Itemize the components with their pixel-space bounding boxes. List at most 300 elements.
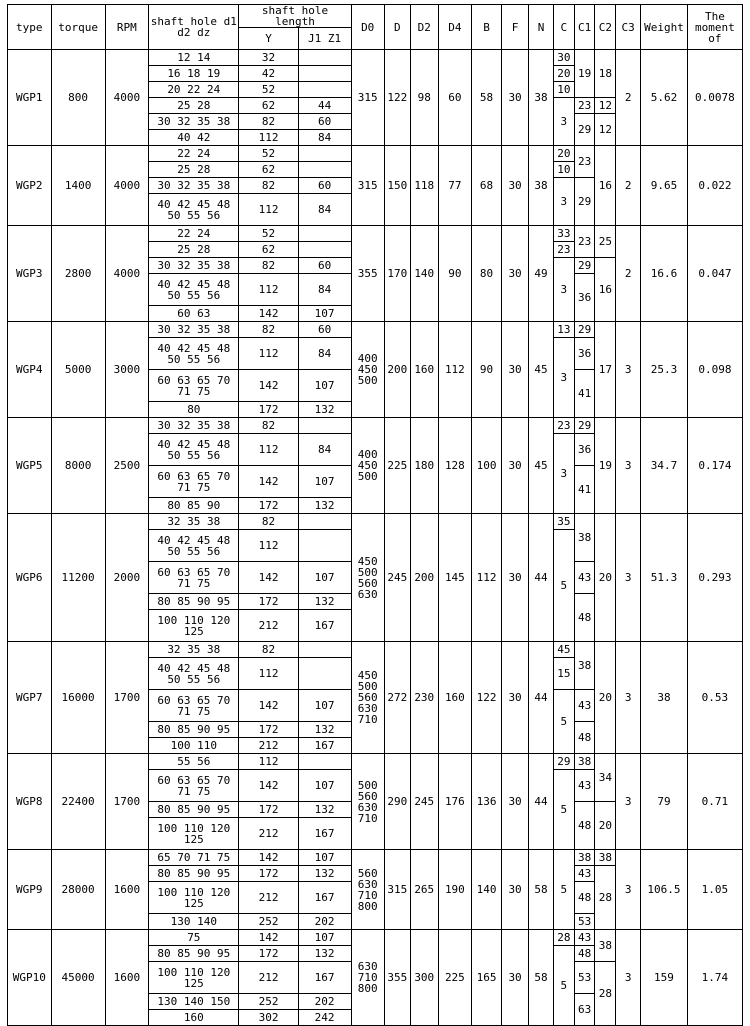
table-row <box>8 514 743 530</box>
shaft-length-j1 <box>298 418 351 434</box>
model-c: 3 <box>553 98 574 146</box>
model-weight: 38 <box>641 642 688 754</box>
shaft-length-y: 172 <box>239 722 298 738</box>
model-d4: 145 <box>438 514 471 642</box>
shaft-hole-diameters: 65 70 71 75 <box>149 850 239 866</box>
table-row <box>8 146 743 162</box>
model-c1: 48 <box>574 722 595 754</box>
model-b: 136 <box>471 754 501 850</box>
model-torque: 1400 <box>51 146 105 226</box>
model-torque: 11200 <box>51 514 105 642</box>
header-shaft-hole: shaft hole d1 d2 dz <box>149 5 239 50</box>
shaft-hole-diameters: 80 <box>149 402 239 418</box>
model-n: 58 <box>529 850 554 930</box>
model-c2: 20 <box>595 514 616 642</box>
model-d0: 450 500 560 630 710 <box>351 642 384 754</box>
model-c: 10 <box>553 162 574 178</box>
shaft-length-j1: 84 <box>298 194 351 226</box>
model-type: WGP1 <box>8 50 52 146</box>
shaft-length-j1 <box>298 226 351 242</box>
shaft-length-j1 <box>298 146 351 162</box>
model-rpm: 4000 <box>105 146 149 226</box>
model-c3: 2 <box>616 226 641 322</box>
shaft-hole-diameters: 60 63 65 70 71 75 <box>149 370 239 402</box>
model-weight: 159 <box>641 930 688 1026</box>
model-type: WGP8 <box>8 754 52 850</box>
model-torque: 800 <box>51 50 105 146</box>
model-type: WGP9 <box>8 850 52 930</box>
model-moment: 0.047 <box>687 226 742 322</box>
model-c1: 38 <box>574 642 595 690</box>
model-n: 58 <box>529 930 554 1026</box>
header-len-y: Y <box>239 28 298 50</box>
model-c: 5 <box>553 690 574 754</box>
shaft-length-y: 212 <box>239 962 298 994</box>
header-torque: torque <box>51 5 105 50</box>
model-b: 122 <box>471 642 501 754</box>
shaft-length-y: 112 <box>239 274 298 306</box>
shaft-length-j1: 107 <box>298 466 351 498</box>
shaft-length-j1: 167 <box>298 882 351 914</box>
model-c2: 16 <box>595 258 616 322</box>
shaft-length-j1: 84 <box>298 130 351 146</box>
shaft-length-j1: 84 <box>298 274 351 306</box>
shaft-length-j1 <box>298 242 351 258</box>
model-d0: 315 <box>351 50 384 146</box>
model-d: 225 <box>384 418 410 514</box>
model-c: 5 <box>553 530 574 642</box>
shaft-length-j1: 167 <box>298 962 351 994</box>
model-torque: 16000 <box>51 642 105 754</box>
model-c: 10 <box>553 82 574 98</box>
shaft-length-y: 62 <box>239 242 298 258</box>
model-weight: 9.65 <box>641 146 688 226</box>
shaft-length-j1: 132 <box>298 402 351 418</box>
model-rpm: 1600 <box>105 930 149 1026</box>
model-c: 15 <box>553 658 574 690</box>
shaft-length-j1: 132 <box>298 866 351 882</box>
model-moment: 0.022 <box>687 146 742 226</box>
model-d4: 176 <box>438 754 471 850</box>
shaft-length-y: 142 <box>239 930 298 946</box>
header-d2: D2 <box>410 5 438 50</box>
shaft-hole-diameters: 80 85 90 95 <box>149 594 239 610</box>
model-moment: 1.74 <box>687 930 742 1026</box>
header-c2: C2 <box>595 5 616 50</box>
header-c: C <box>553 5 574 50</box>
header-len-j1: J1 Z1 <box>298 28 351 50</box>
header-b: B <box>471 5 501 50</box>
model-c1: 53 <box>574 962 595 994</box>
shaft-length-j1: 107 <box>298 306 351 322</box>
shaft-length-j1: 167 <box>298 610 351 642</box>
model-f: 30 <box>502 226 529 322</box>
model-d: 245 <box>384 514 410 642</box>
shaft-length-j1 <box>298 66 351 82</box>
model-c: 5 <box>553 770 574 850</box>
model-d2: 200 <box>410 514 438 642</box>
shaft-length-y: 82 <box>239 114 298 130</box>
model-c3: 3 <box>616 418 641 514</box>
model-c1: 41 <box>574 466 595 514</box>
shaft-length-j1: 60 <box>298 178 351 194</box>
shaft-hole-diameters: 80 85 90 <box>149 498 239 514</box>
shaft-hole-diameters: 80 85 90 95 <box>149 946 239 962</box>
model-rpm: 1700 <box>105 754 149 850</box>
shaft-length-y: 82 <box>239 418 298 434</box>
model-d0: 400 450 500 <box>351 418 384 514</box>
model-b: 100 <box>471 418 501 514</box>
model-c2: 16 <box>595 146 616 226</box>
model-torque: 2800 <box>51 226 105 322</box>
shaft-length-j1: 107 <box>298 770 351 802</box>
model-c1: 36 <box>574 338 595 370</box>
model-f: 30 <box>502 930 529 1026</box>
table-row <box>8 930 743 946</box>
shaft-hole-diameters: 16 18 19 <box>149 66 239 82</box>
model-c: 13 <box>553 322 574 338</box>
model-n: 44 <box>529 754 554 850</box>
shaft-hole-diameters: 160 <box>149 1010 239 1026</box>
model-moment: 0.293 <box>687 514 742 642</box>
model-moment: 0.53 <box>687 642 742 754</box>
shaft-length-j1: 132 <box>298 946 351 962</box>
shaft-length-y: 52 <box>239 146 298 162</box>
shaft-hole-diameters: 40 42 45 48 50 55 56 <box>149 194 239 226</box>
model-d2: 180 <box>410 418 438 514</box>
model-f: 30 <box>502 146 529 226</box>
model-c: 3 <box>553 258 574 322</box>
shaft-length-y: 142 <box>239 690 298 722</box>
table-row <box>8 850 743 866</box>
shaft-length-j1: 202 <box>298 994 351 1010</box>
model-f: 30 <box>502 418 529 514</box>
model-d4: 160 <box>438 642 471 754</box>
model-c: 3 <box>553 434 574 514</box>
shaft-length-y: 42 <box>239 66 298 82</box>
shaft-hole-diameters: 75 <box>149 930 239 946</box>
model-c2: 38 <box>595 930 616 962</box>
model-d2: 118 <box>410 146 438 226</box>
header-weight: Weight <box>641 5 688 50</box>
model-weight: 5.62 <box>641 50 688 146</box>
model-c1: 53 <box>574 914 595 930</box>
model-type: WGP5 <box>8 418 52 514</box>
table-row <box>8 642 743 658</box>
model-c1: 63 <box>574 994 595 1026</box>
model-c2: 25 <box>595 226 616 258</box>
model-d2: 140 <box>410 226 438 322</box>
model-c3: 2 <box>616 50 641 146</box>
model-rpm: 3000 <box>105 322 149 418</box>
shaft-length-j1 <box>298 82 351 98</box>
model-c1: 19 <box>574 50 595 98</box>
model-torque: 5000 <box>51 322 105 418</box>
model-c: 33 <box>553 226 574 242</box>
model-b: 140 <box>471 850 501 930</box>
model-d4: 60 <box>438 50 471 146</box>
model-type: WGP10 <box>8 930 52 1026</box>
model-n: 45 <box>529 322 554 418</box>
header-rpm: RPM <box>105 5 149 50</box>
shaft-length-y: 82 <box>239 258 298 274</box>
model-b: 68 <box>471 146 501 226</box>
model-d0: 400 450 500 <box>351 322 384 418</box>
shaft-length-j1: 107 <box>298 370 351 402</box>
shaft-hole-diameters: 30 32 35 38 <box>149 322 239 338</box>
shaft-length-y: 172 <box>239 946 298 962</box>
shaft-length-j1 <box>298 530 351 562</box>
shaft-hole-diameters: 130 140 <box>149 914 239 930</box>
shaft-hole-diameters: 30 32 35 38 <box>149 258 239 274</box>
shaft-hole-diameters: 25 28 <box>149 242 239 258</box>
model-c2: 12 <box>595 114 616 146</box>
header-d: D <box>384 5 410 50</box>
shaft-hole-diameters: 32 35 38 <box>149 514 239 530</box>
header-moment: The moment of <box>687 5 742 50</box>
model-moment: 0.174 <box>687 418 742 514</box>
shaft-length-y: 142 <box>239 562 298 594</box>
model-c1: 43 <box>574 690 595 722</box>
model-c: 5 <box>553 946 574 1026</box>
shaft-length-y: 112 <box>239 130 298 146</box>
shaft-length-j1: 60 <box>298 258 351 274</box>
model-d4: 128 <box>438 418 471 514</box>
model-c1: 48 <box>574 594 595 642</box>
model-f: 30 <box>502 850 529 930</box>
model-c: 35 <box>553 514 574 530</box>
model-f: 30 <box>502 754 529 850</box>
header-d4: D4 <box>438 5 471 50</box>
table-row <box>8 418 743 434</box>
header-row <box>8 5 743 28</box>
model-d0: 630 710 800 <box>351 930 384 1026</box>
shaft-hole-diameters: 40 42 <box>149 130 239 146</box>
shaft-hole-diameters: 30 32 35 38 <box>149 114 239 130</box>
shaft-length-j1 <box>298 514 351 530</box>
model-n: 49 <box>529 226 554 322</box>
model-c2: 28 <box>595 866 616 930</box>
shaft-length-y: 212 <box>239 818 298 850</box>
shaft-length-y: 212 <box>239 738 298 754</box>
model-torque: 45000 <box>51 930 105 1026</box>
shaft-length-j1: 167 <box>298 818 351 850</box>
shaft-hole-diameters: 20 22 24 <box>149 82 239 98</box>
model-c2: 12 <box>595 98 616 114</box>
model-d0: 315 <box>351 146 384 226</box>
shaft-hole-diameters: 60 63 65 70 71 75 <box>149 466 239 498</box>
model-moment: 0.0078 <box>687 50 742 146</box>
shaft-length-y: 172 <box>239 866 298 882</box>
model-moment: 1.05 <box>687 850 742 930</box>
model-c2: 19 <box>595 418 616 514</box>
model-c1: 48 <box>574 946 595 962</box>
shaft-length-j1: 44 <box>298 98 351 114</box>
model-c1: 43 <box>574 562 595 594</box>
model-rpm: 1600 <box>105 850 149 930</box>
shaft-length-j1: 132 <box>298 594 351 610</box>
model-f: 30 <box>502 322 529 418</box>
model-c1: 43 <box>574 866 595 882</box>
model-d4: 77 <box>438 146 471 226</box>
model-torque: 8000 <box>51 418 105 514</box>
model-d: 200 <box>384 322 410 418</box>
shaft-length-y: 172 <box>239 594 298 610</box>
table-body <box>8 5 743 1026</box>
model-type: WGP4 <box>8 322 52 418</box>
shaft-hole-diameters: 30 32 35 38 <box>149 178 239 194</box>
shaft-length-j1: 132 <box>298 802 351 818</box>
shaft-length-y: 302 <box>239 1010 298 1026</box>
shaft-length-y: 82 <box>239 322 298 338</box>
model-c: 29 <box>553 754 574 770</box>
shaft-length-j1: 132 <box>298 722 351 738</box>
shaft-hole-diameters: 100 110 120 125 <box>149 962 239 994</box>
model-f: 30 <box>502 514 529 642</box>
model-f: 30 <box>502 642 529 754</box>
model-d: 170 <box>384 226 410 322</box>
model-c1: 29 <box>574 178 595 226</box>
shaft-length-y: 252 <box>239 994 298 1010</box>
model-b: 112 <box>471 514 501 642</box>
shaft-hole-diameters: 60 63 65 70 71 75 <box>149 562 239 594</box>
shaft-length-y: 212 <box>239 610 298 642</box>
shaft-hole-diameters: 100 110 120 125 <box>149 610 239 642</box>
shaft-length-j1: 242 <box>298 1010 351 1026</box>
model-c1: 29 <box>574 418 595 434</box>
shaft-length-y: 112 <box>239 530 298 562</box>
model-c: 20 <box>553 66 574 82</box>
shaft-length-j1 <box>298 754 351 770</box>
shaft-length-y: 172 <box>239 402 298 418</box>
table-row <box>8 50 743 66</box>
model-c: 3 <box>553 338 574 418</box>
shaft-length-y: 252 <box>239 914 298 930</box>
model-c3: 3 <box>616 514 641 642</box>
model-c2: 28 <box>595 962 616 1026</box>
table-row <box>8 754 743 770</box>
shaft-length-y: 32 <box>239 50 298 66</box>
shaft-hole-diameters: 100 110 120 125 <box>149 818 239 850</box>
header-f: F <box>502 5 529 50</box>
model-d2: 300 <box>410 930 438 1026</box>
model-rpm: 2000 <box>105 514 149 642</box>
model-d4: 90 <box>438 226 471 322</box>
model-c1: 29 <box>574 114 595 146</box>
model-c1: 38 <box>574 850 595 866</box>
model-d2: 265 <box>410 850 438 930</box>
model-c3: 2 <box>616 146 641 226</box>
model-type: WGP2 <box>8 146 52 226</box>
shaft-length-j1: 107 <box>298 690 351 722</box>
shaft-length-y: 142 <box>239 306 298 322</box>
model-c2: 20 <box>595 642 616 754</box>
shaft-length-y: 82 <box>239 642 298 658</box>
shaft-length-j1: 84 <box>298 338 351 370</box>
model-c2: 17 <box>595 322 616 418</box>
model-rpm: 4000 <box>105 50 149 146</box>
model-d4: 225 <box>438 930 471 1026</box>
header-d0: D0 <box>351 5 384 50</box>
model-c3: 3 <box>616 754 641 850</box>
shaft-length-y: 172 <box>239 802 298 818</box>
model-c1: 43 <box>574 770 595 802</box>
shaft-length-j1: 107 <box>298 850 351 866</box>
model-d0: 450 500 560 630 <box>351 514 384 642</box>
model-d: 290 <box>384 754 410 850</box>
model-b: 165 <box>471 930 501 1026</box>
shaft-length-y: 52 <box>239 226 298 242</box>
shaft-length-y: 62 <box>239 162 298 178</box>
model-type: WGP7 <box>8 642 52 754</box>
model-c: 23 <box>553 242 574 258</box>
model-c2: 38 <box>595 850 616 866</box>
model-c3: 3 <box>616 322 641 418</box>
model-c1: 36 <box>574 434 595 466</box>
model-c1: 43 <box>574 930 595 946</box>
model-c3: 3 <box>616 642 641 754</box>
model-b: 58 <box>471 50 501 146</box>
shaft-hole-diameters: 22 24 <box>149 146 239 162</box>
model-b: 90 <box>471 322 501 418</box>
coupling-spec-sheet <box>7 4 743 1024</box>
model-c2: 34 <box>595 754 616 802</box>
model-c: 28 <box>553 930 574 946</box>
shaft-length-y: 112 <box>239 338 298 370</box>
shaft-hole-diameters: 130 140 150 <box>149 994 239 1010</box>
shaft-hole-diameters: 40 42 45 48 50 55 56 <box>149 530 239 562</box>
shaft-hole-diameters: 80 85 90 95 <box>149 866 239 882</box>
model-n: 38 <box>529 146 554 226</box>
model-c: 20 <box>553 146 574 162</box>
model-n: 44 <box>529 642 554 754</box>
shaft-length-j1 <box>298 50 351 66</box>
model-d2: 160 <box>410 322 438 418</box>
model-c1: 23 <box>574 226 595 258</box>
shaft-length-j1 <box>298 658 351 690</box>
model-d4: 112 <box>438 322 471 418</box>
model-c3: 3 <box>616 850 641 930</box>
model-d: 122 <box>384 50 410 146</box>
shaft-hole-diameters: 55 56 <box>149 754 239 770</box>
shaft-hole-diameters: 80 85 90 95 <box>149 802 239 818</box>
model-torque: 28000 <box>51 850 105 930</box>
model-c1: 48 <box>574 882 595 914</box>
model-c1: 41 <box>574 370 595 418</box>
table-row <box>8 322 743 338</box>
shaft-length-y: 142 <box>239 850 298 866</box>
shaft-length-y: 112 <box>239 194 298 226</box>
shaft-length-y: 212 <box>239 882 298 914</box>
shaft-hole-diameters: 25 28 <box>149 98 239 114</box>
shaft-hole-diameters: 25 28 <box>149 162 239 178</box>
header-c1: C1 <box>574 5 595 50</box>
shaft-hole-diameters: 100 110 120 125 <box>149 882 239 914</box>
shaft-hole-diameters: 60 63 65 70 71 75 <box>149 770 239 802</box>
shaft-hole-diameters: 30 32 35 38 <box>149 418 239 434</box>
model-c1: 48 <box>574 802 595 850</box>
shaft-length-j1: 167 <box>298 738 351 754</box>
model-c2: 20 <box>595 802 616 850</box>
model-c1: 38 <box>574 514 595 562</box>
shaft-hole-diameters: 32 35 38 <box>149 642 239 658</box>
shaft-length-j1: 132 <box>298 498 351 514</box>
shaft-hole-diameters: 40 42 45 48 50 55 56 <box>149 658 239 690</box>
shaft-hole-diameters: 22 24 <box>149 226 239 242</box>
model-moment: 0.098 <box>687 322 742 418</box>
shaft-hole-diameters: 40 42 45 48 50 55 56 <box>149 338 239 370</box>
shaft-length-j1 <box>298 162 351 178</box>
